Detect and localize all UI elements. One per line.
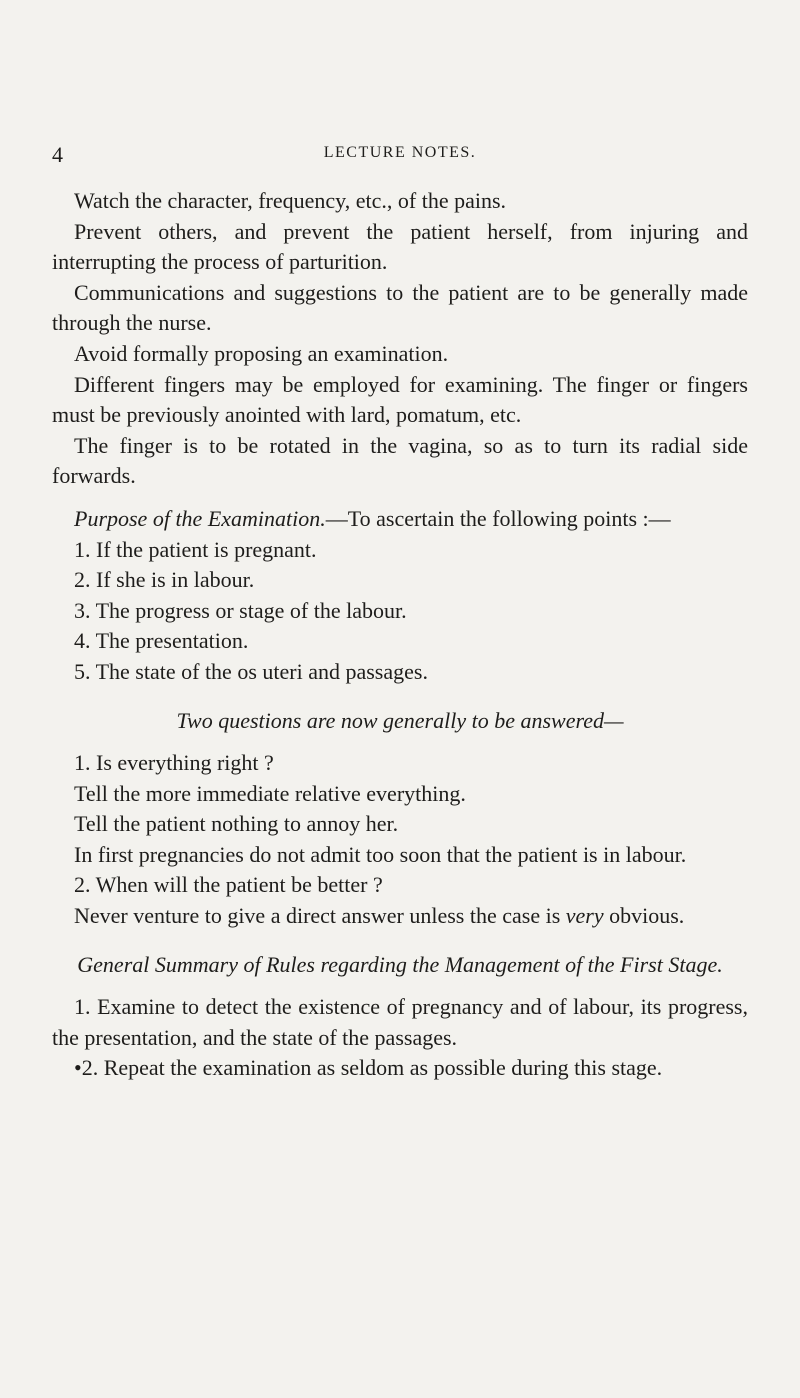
list-item: 5. The state of the os uteri and passages.: [74, 658, 428, 684]
text-span: Never venture to give a direct answer unless the case is: [74, 903, 561, 929]
paragraph: Watch the character, frequency, etc., of the pains.: [74, 188, 507, 213]
page-header: [52, 142, 748, 170]
paragraph-never-venture: [52, 901, 748, 932]
paragraph: 1. Is everything right ?: [74, 750, 274, 776]
paragraph: Tell the patient nothing to annoy her.: [74, 811, 399, 837]
paragraph: Communications and suggestions to the patient are to be generally made through the nurse.: [52, 279, 748, 336]
paragraph: Prevent others, and prevent the patient herself, from injuring and interrupting the process of parturition.: [52, 218, 748, 275]
paragraph: •2. Repeat the examination as seldom as possible during this stage.: [74, 1055, 663, 1081]
paragraph: Tell the more immediate relative everything.: [74, 780, 466, 806]
paragraph: Different fingers may be employed for examining. The finger or fingers must be previously anointed with lard, pomatum, etc.: [52, 371, 748, 428]
paragraph: 1. Examine to detect the existence of pregnancy and of labour, its progress, the presentation, and the state of the passages.: [52, 994, 748, 1050]
purpose-text: —To ascertain the following points :—: [325, 505, 671, 531]
paragraph: In first pregnancies do not admit too soon that the patient is in labour.: [74, 841, 687, 867]
running-head: LECTURE NOTES.: [323, 144, 477, 161]
section-heading-summary: General Summary of Rules regarding the Management of the First Stage.: [77, 951, 723, 977]
purpose-heading: Purpose of the Examination.: [74, 505, 326, 531]
page-body: [52, 186, 748, 1084]
section-heading-questions: Two questions are now generally to be answered—: [176, 707, 624, 733]
page-number: 4: [52, 142, 63, 167]
paragraph: Avoid formally proposing an examination.: [74, 340, 449, 366]
list-item: 1. If the patient is pregnant.: [74, 536, 317, 562]
paragraph: The finger is to be rotated in the vagina, so as to turn its radial side forwards.: [52, 432, 748, 489]
paragraph-purpose: [52, 504, 748, 535]
paragraph: 2. When will the patient be better ?: [74, 872, 383, 898]
text-span: obvious.: [609, 903, 685, 929]
list-item: 4. The presentation.: [74, 628, 249, 654]
list-item: 2. If she is in labour.: [74, 567, 255, 593]
list-item: 3. The progress or stage of the labour.: [74, 597, 407, 623]
emphasis: very: [565, 903, 604, 929]
